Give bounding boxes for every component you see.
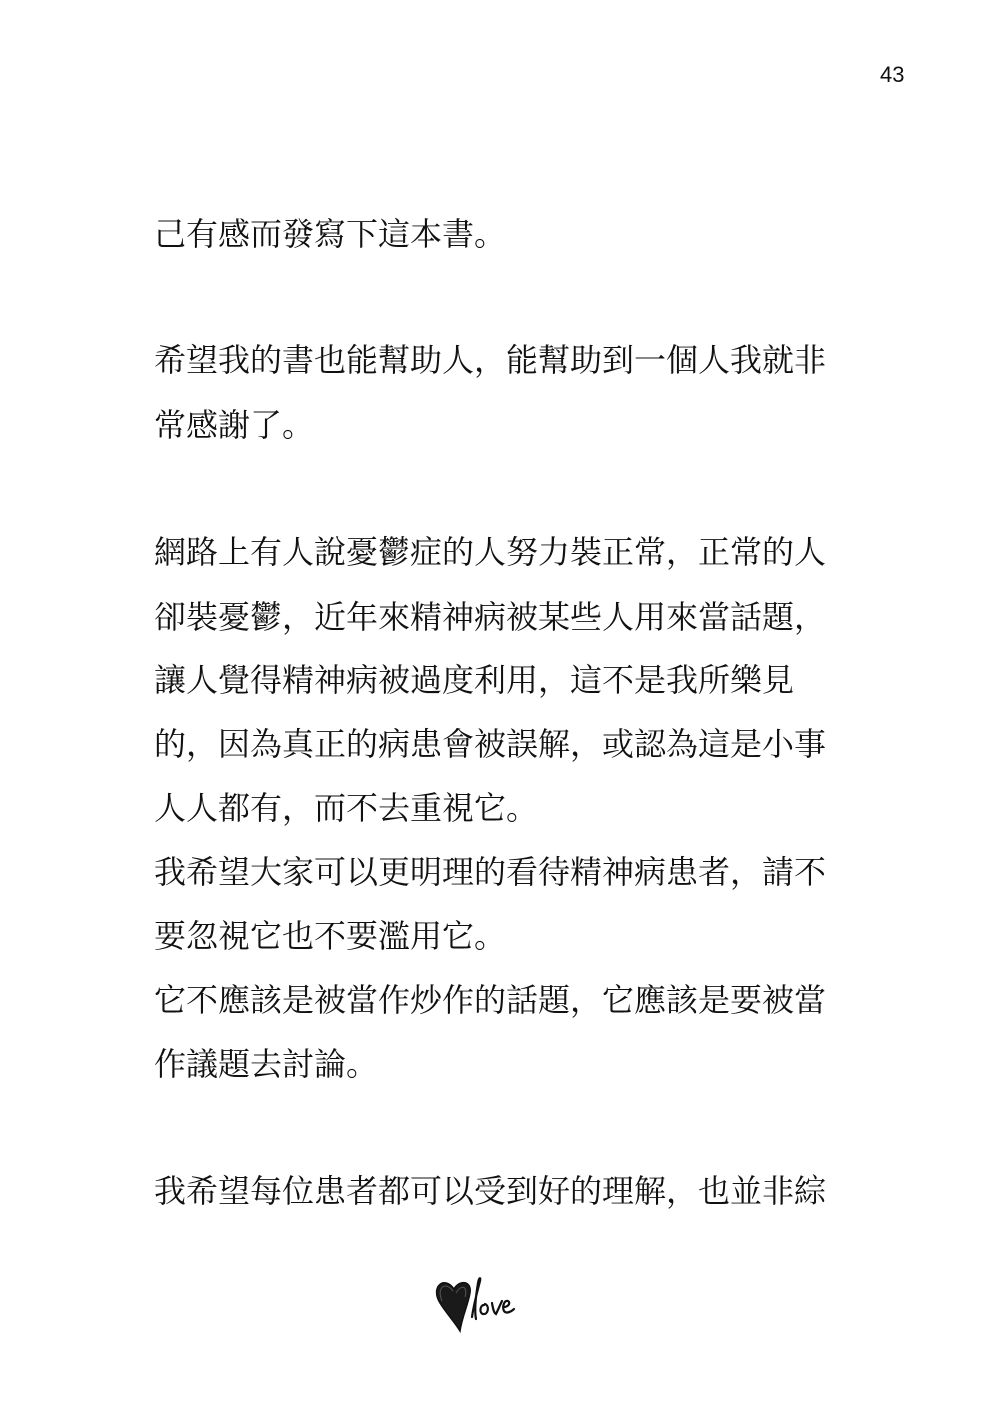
text-line: 人人都有，而不去重視它。 bbox=[154, 789, 539, 827]
text-line: 我希望大家可以更明理的看待精神病患者，請不 bbox=[154, 853, 827, 891]
text-line: 讓人覺得精神病被過度利用，這不是我所樂見 bbox=[154, 661, 795, 699]
heart-love-icon bbox=[432, 1273, 522, 1335]
text-line: 作議題去討論。 bbox=[154, 1045, 379, 1083]
text-line: 要忽視它也不要濫用它。 bbox=[154, 917, 507, 955]
text-line: 的，因為真正的病患會被誤解，或認為這是小事 bbox=[154, 725, 827, 763]
love-logo bbox=[432, 1273, 522, 1335]
page-number: 43 bbox=[880, 62, 905, 87]
text-line: 網路上有人說憂鬱症的人努力裝正常，正常的人 bbox=[154, 533, 827, 571]
text-line: 卻裝憂鬱，近年來精神病被某些人用來當話題， bbox=[154, 598, 827, 636]
text-line: 我希望每位患者都可以受到好的理解，也並非綜 bbox=[154, 1172, 827, 1210]
text-line: 希望我的書也能幫助人，能幫助到一個人我就非 bbox=[154, 341, 827, 379]
text-line: 它不應該是被當作炒作的話題，它應該是要被當 bbox=[154, 981, 827, 1019]
text-line: 常感謝了。 bbox=[154, 406, 315, 444]
text-line: 己有感而發寫下這本書。 bbox=[154, 215, 507, 253]
